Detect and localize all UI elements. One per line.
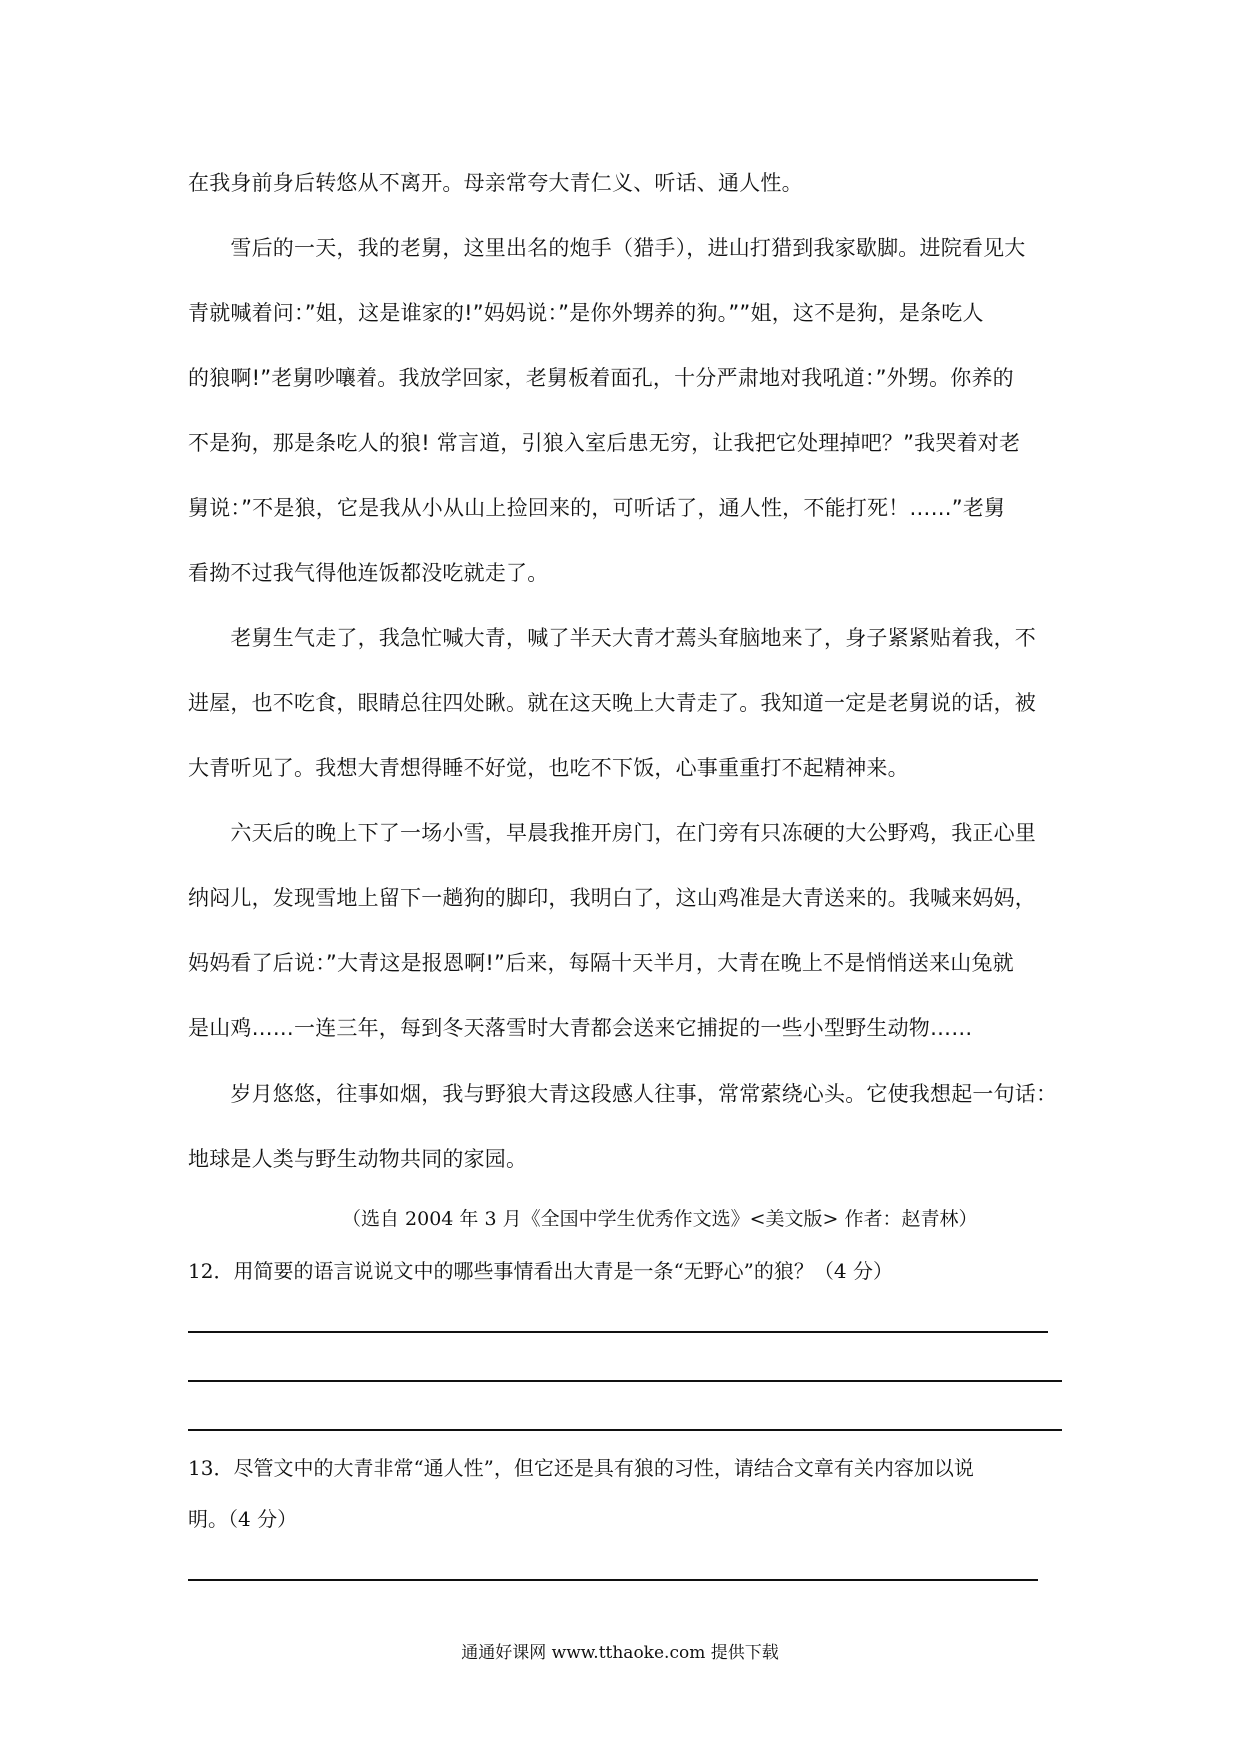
article-line-3: 青就喊着问：”姐，这是谁家的!”妈妈说：”是你外甥养的狗。””姐，这不是狗，是条吃人 [188, 301, 984, 325]
article-line-7: 看拗不过我气得他连饭都没吃就走了。 [188, 561, 549, 585]
answer-line-q12-1 [188, 1331, 1048, 1333]
article-line-10: 大青听见了。我想大青想得睡不好觉，也吃不下饭，心事重重打不起精神来。 [188, 756, 909, 780]
article-line-1: 在我身前身后转悠从不离开。母亲常夸大青仁义、听话、通人性。 [188, 171, 803, 195]
article-line-4: 的狼啊!”老舅吵嚷着。我放学回家，老舅板着面孔，十分严肃地对我吼道：”外甥。你养的 [188, 366, 1014, 390]
article-line-15: 岁月悠悠，往事如烟，我与野狼大青这段感人往事，常常萦绕心头。它使我想起一句话： [188, 1082, 1058, 1106]
article-line-5: 不是狗，那是条吃人的狼! 常言道，引狼入室后患无穷，让我把它处理掉吧？”我哭着对老 [188, 431, 1021, 455]
answer-line-q13-1 [188, 1579, 1038, 1581]
article-line-9: 进屋，也不吃食，眼睛总往四处瞅。就在这天晚上大青走了。我知道一定是老舅说的话，被 [188, 691, 1036, 715]
article-line-14: 是山鸡……一连三年，每到冬天落雪时大青都会送来它捕捉的一些小型野生动物…… [188, 1016, 973, 1040]
question-12: 12．用简要的语言说说文中的哪些事情看出大青是一条“无野心”的狼？（4 分） [188, 1259, 893, 1283]
page-footer: 通通好课网 www.tthaoke.com 提供下载 [461, 1643, 779, 1663]
article-line-2: 雪后的一天，我的老舅，这里出名的炮手（猎手），进山打猎到我家歇脚。进院看见大 [188, 236, 1026, 260]
article-line-8: 老舅生气走了，我急忙喊大青，喊了半天大青才蔫头耷脑地来了，身子紧紧贴着我，不 [188, 626, 1036, 650]
article-line-16: 地球是人类与野生动物共同的家园。 [188, 1147, 528, 1171]
question-13-line-2: 明。（4 分） [188, 1507, 298, 1531]
article-line-12: 纳闷儿，发现雪地上留下一趟狗的脚印，我明白了，这山鸡准是大青送来的。我喊来妈妈， [188, 886, 1036, 910]
article-line-11: 六天后的晚上下了一场小雪，早晨我推开房门，在门旁有只冻硬的大公野鸡，我正心里 [188, 821, 1036, 845]
article-line-6: 舅说：”不是狼，它是我从小从山上捡回来的，可听话了，通人性，不能打死！……”老舅 [188, 496, 1006, 520]
question-13-line-1: 13．尽管文中的大青非常“通人性”，但它还是具有狼的习性，请结合文章有关内容加以说 [188, 1456, 974, 1480]
answer-line-q12-2 [188, 1380, 1062, 1382]
answer-line-q12-3 [188, 1429, 1062, 1431]
article-source: （选自 2004 年 3 月《全国中学生优秀作文选》<美文版> 作者：赵青林） [342, 1208, 978, 1230]
article-line-13: 妈妈看了后说：”大青这是报恩啊!”后来，每隔十天半月，大青在晚上不是悄悄送来山兔就 [188, 951, 1014, 975]
